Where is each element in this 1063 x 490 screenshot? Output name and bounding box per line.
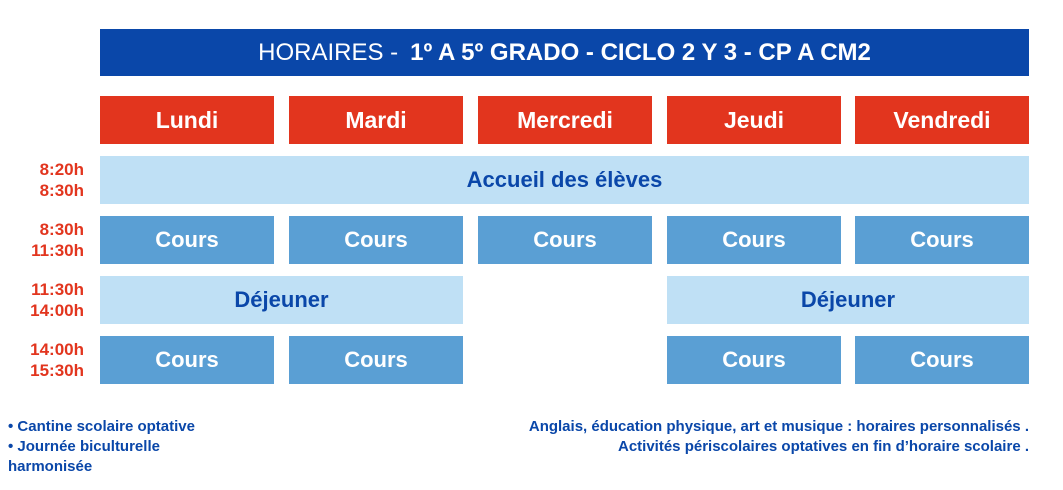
time-start: 14:00h <box>30 340 84 359</box>
day-header-vendredi: Vendredi <box>855 96 1029 144</box>
notes-right <box>420 417 1029 457</box>
time-end: 14:00h <box>30 301 84 320</box>
day-header-lundi: Lundi <box>100 96 274 144</box>
notes-left <box>8 417 268 477</box>
time-end: 8:30h <box>39 181 84 200</box>
time-end: 15:30h <box>30 361 84 380</box>
day-header-mardi: Mardi <box>289 96 463 144</box>
class-slot-vendredi-afternoon: Cours <box>855 336 1029 384</box>
time-label-morning <box>0 219 84 261</box>
note-line: • Cantine scolaire optative <box>8 418 195 435</box>
lunch-slot-mon-tue: Déjeuner <box>100 276 463 324</box>
note-line: Anglais, éducation physique, art et musique : horaires personnalisés . <box>528 418 1029 435</box>
title-prefix: HORAIRES - <box>258 38 399 66</box>
time-label-lunch <box>0 279 84 321</box>
time-start: 8:20h <box>39 160 84 179</box>
day-header-mercredi: Mercredi <box>478 96 652 144</box>
class-slot-jeudi-morning: Cours <box>667 216 841 264</box>
class-slot-lundi-morning: Cours <box>100 216 274 264</box>
title-main: 1º A 5º GRADO - CICLO 2 Y 3 - CP A CM2 <box>410 38 871 66</box>
time-start: 11:30h <box>31 280 84 299</box>
note-line: • Journée biculturelle <box>8 438 160 455</box>
schedule-title <box>100 29 1029 76</box>
class-slot-lundi-afternoon: Cours <box>100 336 274 384</box>
note-line: Activités périscolaires optatives en fin d’horaire scolaire . <box>618 438 1029 455</box>
time-end: 11:30h <box>31 241 84 260</box>
class-slot-jeudi-afternoon: Cours <box>667 336 841 384</box>
time-label-afternoon <box>0 339 84 381</box>
class-slot-vendredi-morning: Cours <box>855 216 1029 264</box>
class-slot-mardi-afternoon: Cours <box>289 336 463 384</box>
time-start: 8:30h <box>39 220 84 239</box>
lunch-slot-thu-fri: Déjeuner <box>667 276 1029 324</box>
day-header-jeudi: Jeudi <box>667 96 841 144</box>
class-slot-mercredi-morning: Cours <box>478 216 652 264</box>
time-label-welcome <box>0 159 84 201</box>
class-slot-mardi-morning: Cours <box>289 216 463 264</box>
note-line: harmonisée <box>8 458 93 475</box>
welcome-slot: Accueil des élèves <box>100 156 1029 204</box>
